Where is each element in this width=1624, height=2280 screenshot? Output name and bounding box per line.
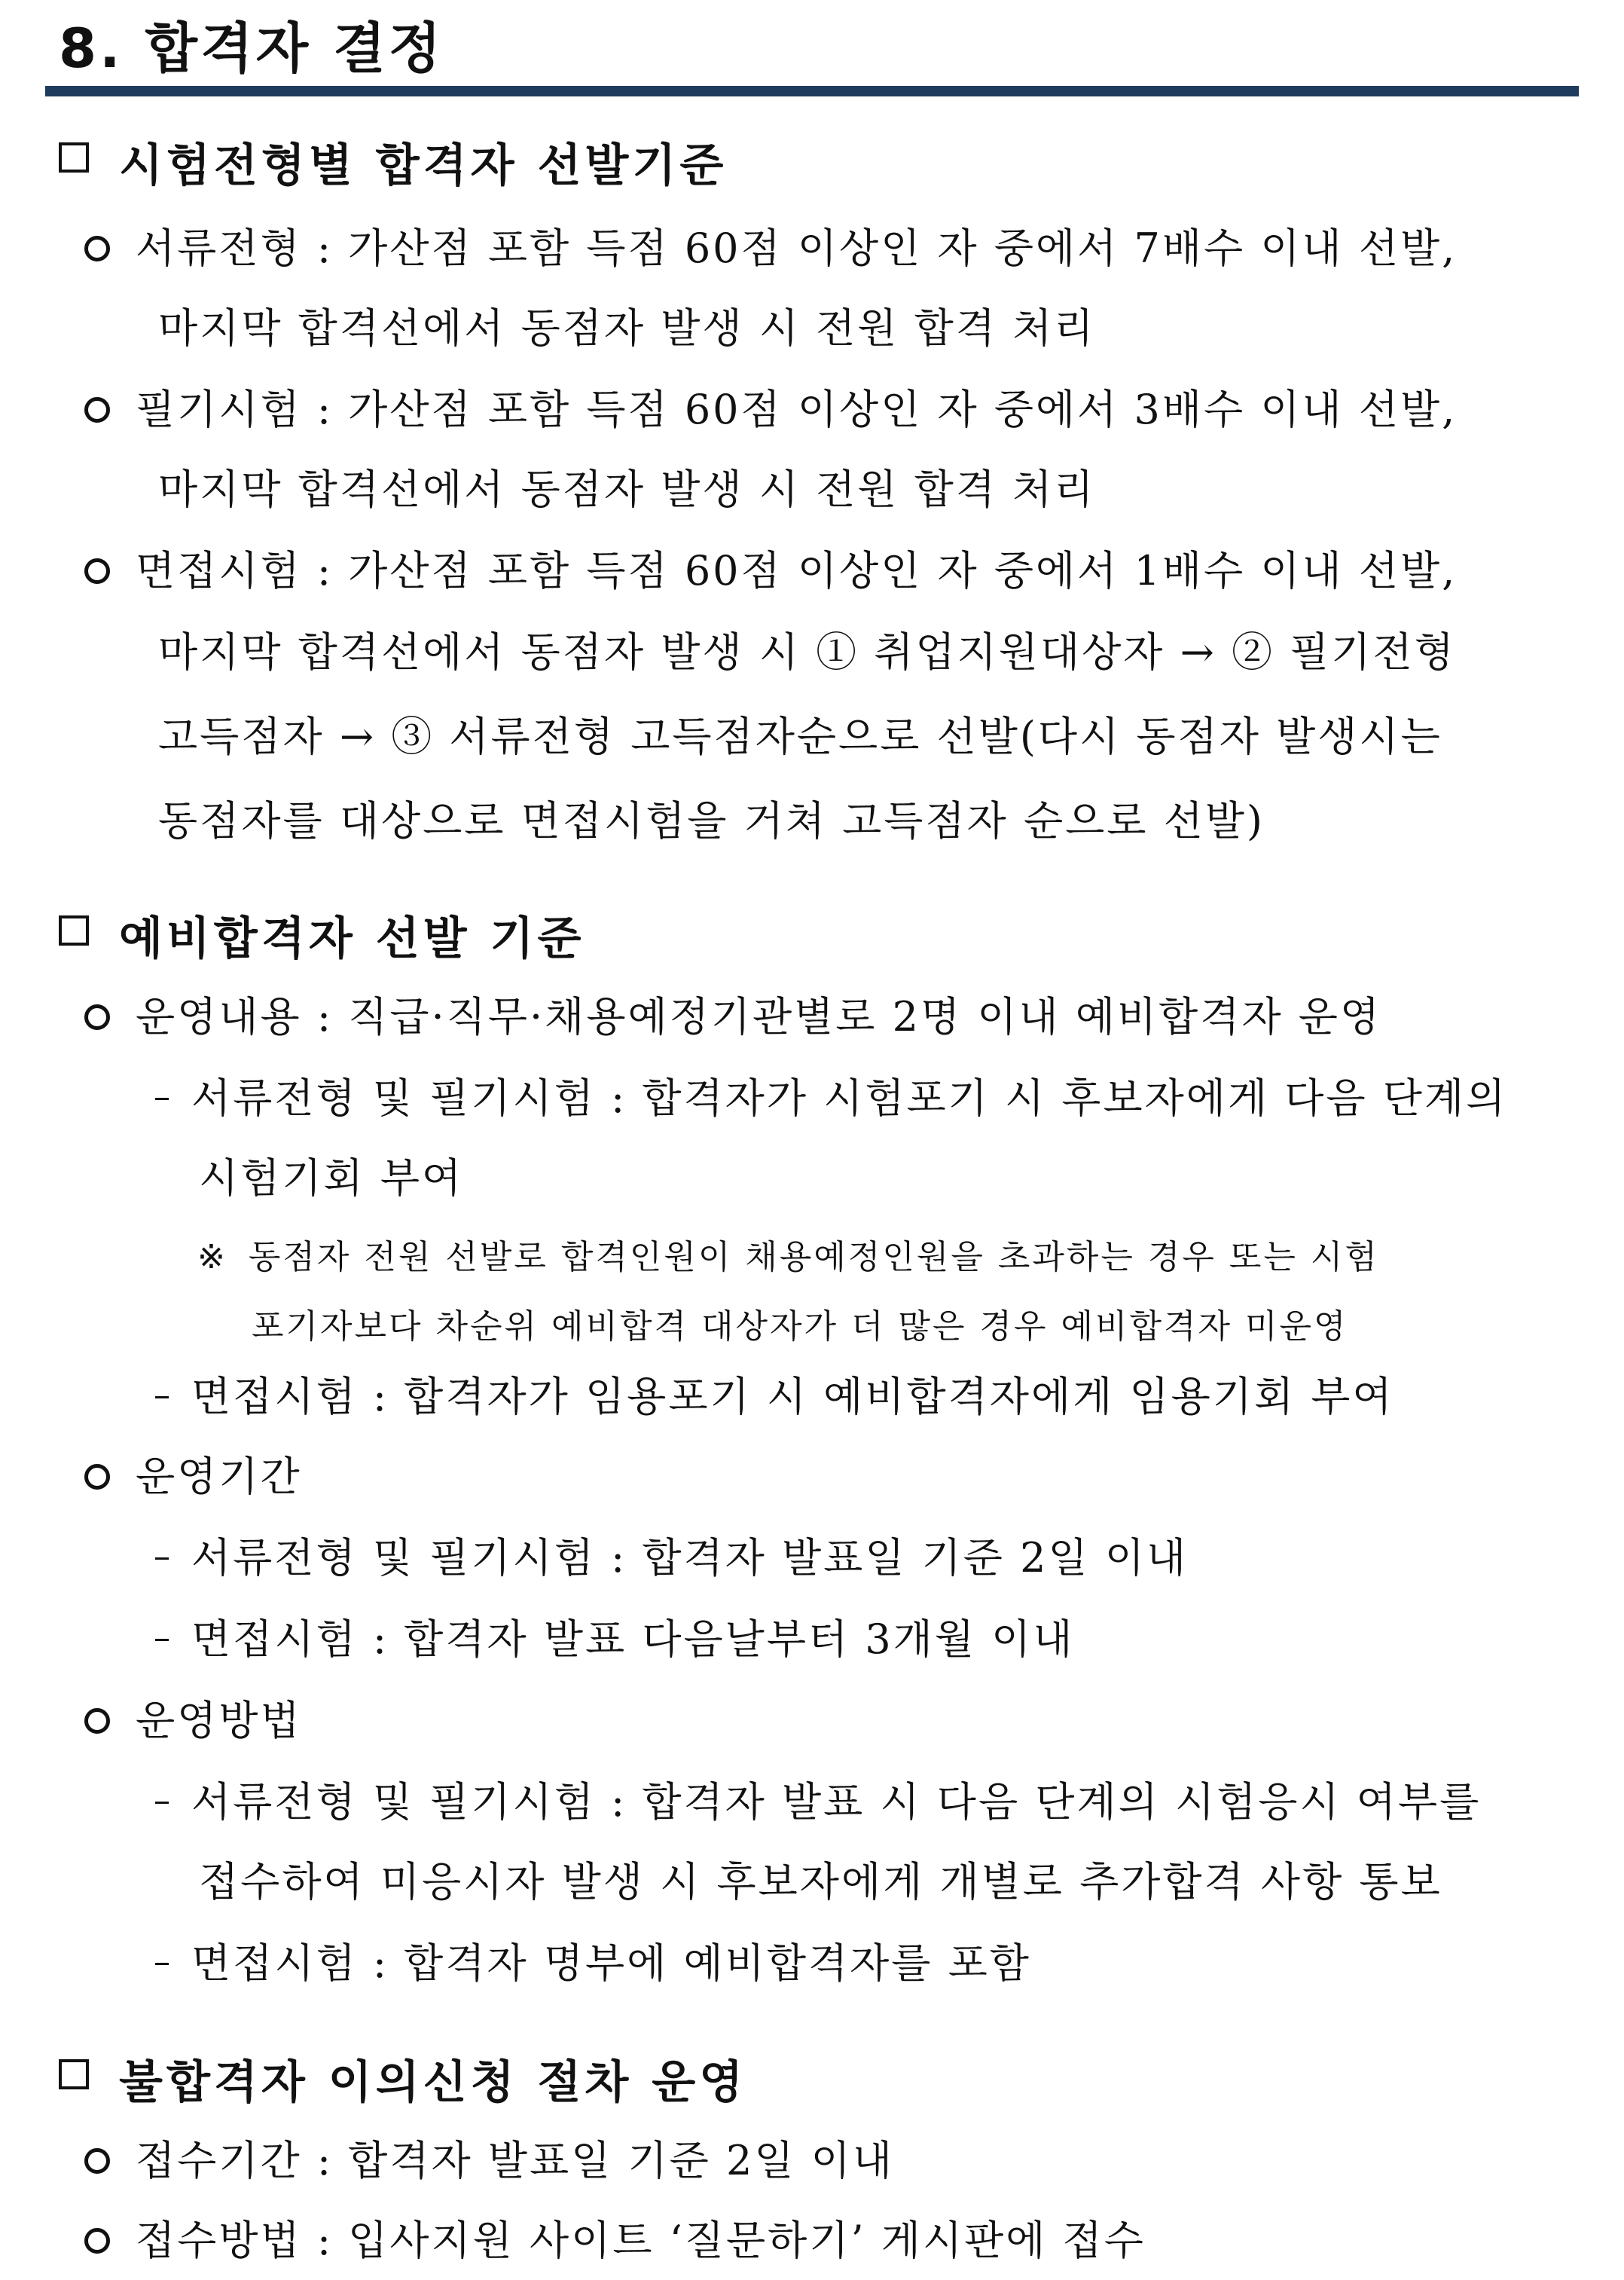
circle-bullet-icon <box>84 558 110 584</box>
sub-item-interview: 면접시험 : 합격자가 임용포기 시 예비합격자에게 임용기회 부여 <box>155 1367 1394 1427</box>
circle-bullet-icon <box>84 2148 110 2174</box>
bullet-continuation: 마지막 합격선에서 동점자 발생 시 ① 취업지원대상자 → ② 필기전형 <box>158 628 1456 676</box>
dash-bullet-icon <box>155 1639 169 1641</box>
bullet-interview: 면접시험 : 가산점 포함 득점 60점 이상인 자 중에서 1배수 이내 선발, <box>84 541 1583 601</box>
bullet-written-exam: 필기시험 : 가산점 포함 득점 60점 이상인 자 중에서 3배수 이내 선발, <box>84 380 1583 440</box>
sub-item-document-written: 서류전형 및 필기시험 : 합격자가 시험포기 시 후보자에게 다음 단계의 <box>155 1068 1507 1129</box>
section-heading-selection-criteria: 시험전형별 합격자 선발기준 <box>59 128 727 196</box>
circle-bullet-icon <box>84 1464 110 1490</box>
dash-bullet-icon <box>155 1963 169 1965</box>
section-heading-appeal-procedure: 불합격자 이의신청 절차 운영 <box>59 2045 746 2113</box>
bullet-continuation: 마지막 합격선에서 동점자 발생 시 전원 합격 처리 <box>158 466 1096 513</box>
sub-item-document-written-period: 서류전형 및 필기시험 : 합격자 발표일 기준 2일 이내 <box>155 1528 1188 1588</box>
circle-bullet-icon <box>84 1004 110 1030</box>
page-title: 8. 합격자 결정 <box>59 17 444 80</box>
checkbox-square-icon <box>59 2059 98 2098</box>
bullet-submission-period: 접수기간 : 합격자 발표일 기준 2일 이내 <box>84 2131 894 2191</box>
sub-item-interview-period: 면접시험 : 합격자 발표 다음날부터 3개월 이내 <box>155 1609 1075 1670</box>
sub-item-continuation: 접수하여 미응시자 발생 시 후보자에게 개별로 추가합격 사항 통보 <box>199 1858 1442 1906</box>
dash-bullet-icon <box>155 1557 169 1560</box>
dash-bullet-icon <box>155 1098 169 1100</box>
sub-item-document-written-method: 서류전형 및 필기시험 : 합격자 발표 시 다음 단계의 시험응시 여부를 <box>155 1772 1481 1832</box>
bullet-continuation: 마지막 합격선에서 동점자 발생 시 전원 합격 처리 <box>158 304 1096 352</box>
reference-mark-icon: ※ <box>197 1238 227 1276</box>
bullet-submission-method: 접수방법 : 입사지원 사이트 ‘질문하기’ 게시판에 접수 <box>84 2211 1146 2271</box>
bullet-continuation: 동점자를 대상으로 면접시험을 거쳐 고득점자 순으로 선발) <box>158 797 1265 845</box>
dash-bullet-icon <box>155 1396 169 1398</box>
sub-item-interview-method: 면접시험 : 합격자 명부에 예비합격자를 포함 <box>155 1933 1031 1994</box>
title-divider <box>45 86 1579 96</box>
checkbox-square-icon <box>59 915 98 955</box>
section-heading-reserve-candidates: 예비합격자 선발 기준 <box>59 901 585 969</box>
bullet-operation-period: 운영기간 <box>84 1447 302 1507</box>
bullet-document-screening: 서류전형 : 가산점 포함 득점 60점 이상인 자 중에서 7배수 이내 선발, <box>84 219 1583 279</box>
circle-bullet-icon <box>84 236 110 261</box>
circle-bullet-icon <box>84 1708 110 1734</box>
bullet-operation-content: 운영내용 : 직급·직무·채용예정기관별로 2명 이내 예비합격자 운영 <box>84 987 1381 1047</box>
sub-item-continuation: 시험기회 부여 <box>199 1154 464 1202</box>
note-item: ※ 동점자 전원 선발로 합격인원이 채용예정인원을 초과하는 경우 또는 시험 <box>197 1231 1379 1284</box>
bullet-operation-method: 운영방법 <box>84 1691 302 1751</box>
note-continuation: 포기자보다 차순위 예비합격 대상자가 더 많은 경우 예비합격자 미운영 <box>252 1307 1348 1346</box>
dash-bullet-icon <box>155 1802 169 1804</box>
circle-bullet-icon <box>84 397 110 423</box>
bullet-continuation: 고득점자 → ③ 서류전형 고득점자순으로 선발(다시 동점자 발생시는 <box>158 713 1442 760</box>
circle-bullet-icon <box>84 2228 110 2254</box>
checkbox-square-icon <box>59 142 98 182</box>
